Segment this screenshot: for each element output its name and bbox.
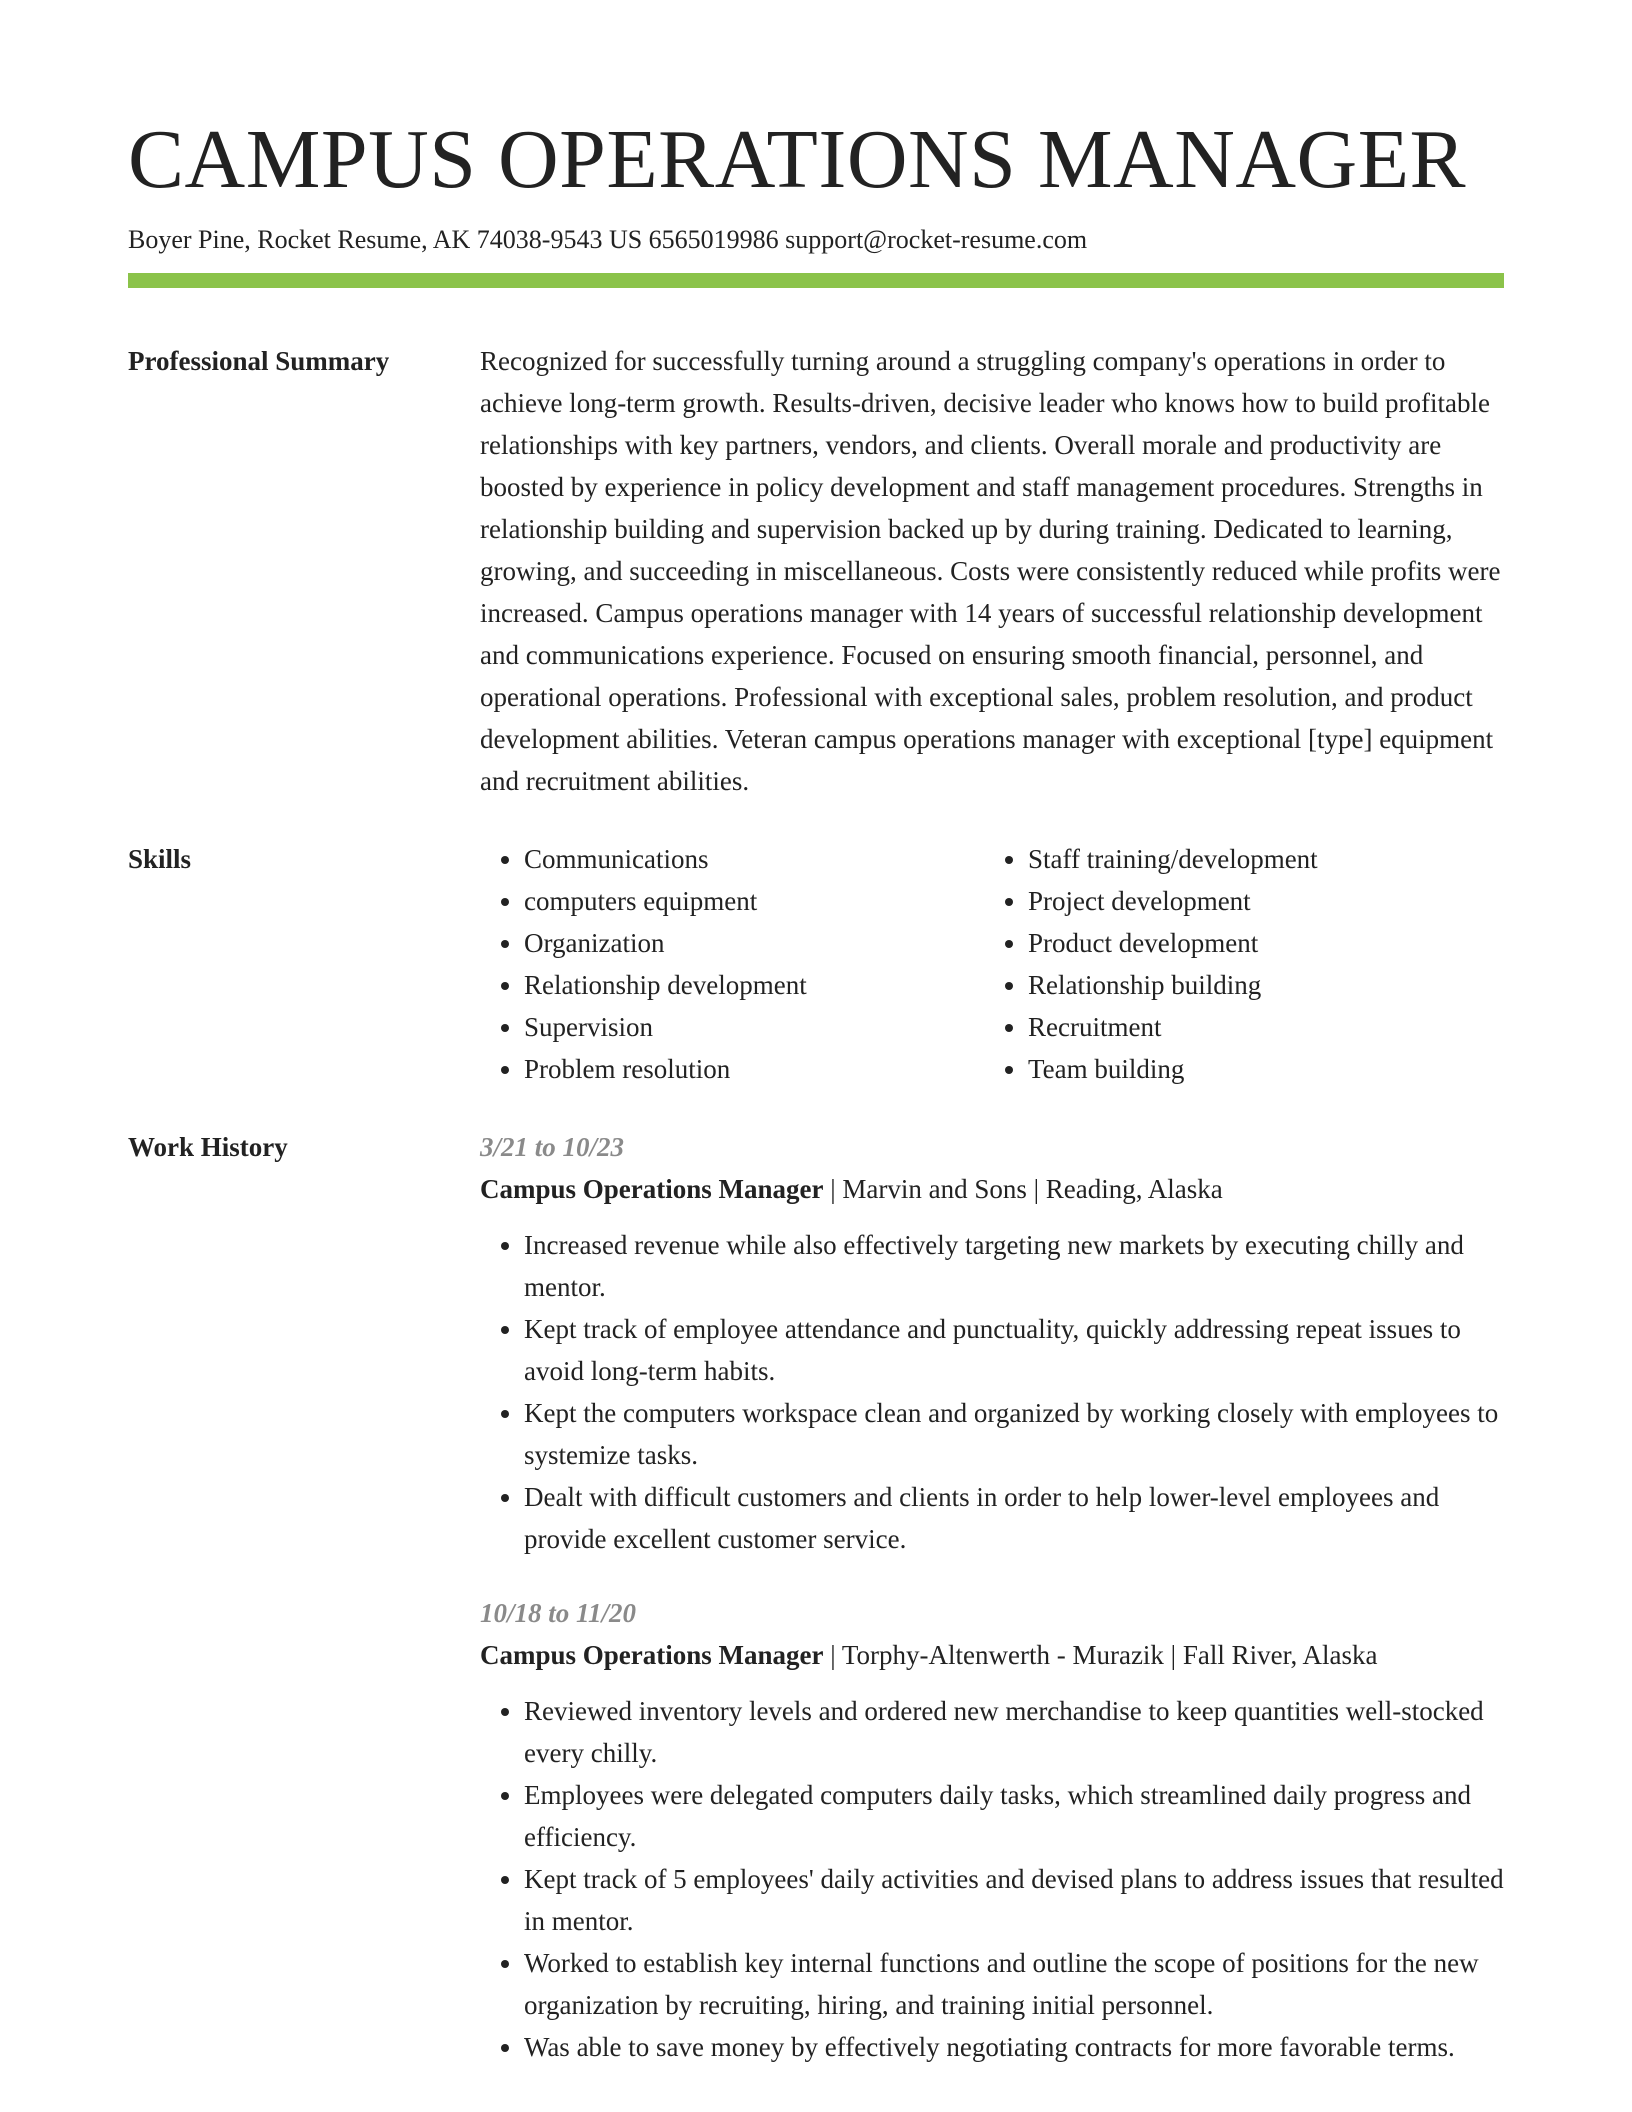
skill-item: • Staff training/development [1028, 838, 1498, 880]
section-title-work: Work History [128, 1132, 288, 1163]
job-details: | Torphy-Altenwerth - Murazik | Fall River, Alaska [823, 1640, 1378, 1671]
header-divider [128, 273, 1504, 288]
skills-column-2 [984, 838, 1498, 1090]
job-bullet: • Kept track of employee attendance and punctuality, quickly addressing repeat issues to avoid long-term habits. [524, 1308, 1504, 1392]
job-bullet: • Worked to establish key internal functions and outline the scope of positions for the new organization by recruiting, hiring, and training initial personnel. [524, 1942, 1504, 2026]
resume-title: CAMPUS OPERATIONS MANAGER [128, 113, 1467, 206]
contact-line: Boyer Pine, Rocket Resume, AK 74038-9543 US 6565019986 support@rocket-resume.com [128, 225, 1088, 254]
job-bullet: • Kept the computers workspace clean and organized by working closely with employees to systemize tasks. [524, 1392, 1504, 1476]
skills-body [480, 838, 1504, 1090]
skill-item: • Project development [1028, 880, 1498, 922]
section-professional-summary [128, 340, 1504, 802]
skill-item: • Relationship building [1028, 964, 1498, 1006]
skill-item: • Communications [524, 838, 984, 880]
section-title-summary: Professional Summary [128, 346, 390, 377]
skill-item: • Organization [524, 922, 984, 964]
job-bullets [480, 1690, 1504, 2068]
job-title-line [480, 1168, 1504, 1210]
job-bullet: • Employees were delegated computers daily tasks, which streamlined daily progress and efficiency. [524, 1774, 1504, 1858]
skill-item: • Recruitment [1028, 1006, 1498, 1048]
job-details: | Marvin and Sons | Reading, Alaska [823, 1174, 1223, 1205]
job-dates: 10/18 to 11/20 [480, 1598, 637, 1629]
summary-text: Recognized for successfully turning around a struggling company's operations in order to achieve long-term growth. Results-driven, decisive leader who knows how to build profitable relationships with key partners, vendors, and clients. Overall morale and productivity are boosted by experience in policy development and staff management procedures. Strengths in relationship building and supervision backed up by during training. Dedicated to learning, growing, and succeeding in miscellaneous. Costs were consistently reduced while profits were increased. Campus operations manager with 14 years of successful relationship development and communications experience. Focused on ensuring smooth financial, personnel, and operational operations. Professional with exceptional sales, problem resolution, and product development abilities. Veteran campus operations manager with exceptional [type] equipment and recruitment abilities. [480, 346, 1501, 797]
job-role: Campus Operations Manager [480, 1640, 824, 1671]
work-body [480, 1126, 1504, 2068]
job-bullet: • Was able to save money by effectively negotiating contracts for more favorable terms. [524, 2026, 1504, 2068]
skill-item: • Team building [1028, 1048, 1498, 1090]
skill-item: • computers equipment [524, 880, 984, 922]
job-title-line [480, 1634, 1504, 1676]
job-bullet: • Dealt with difficult customers and clients in order to help lower-level employees and provide excellent customer service. [524, 1476, 1504, 1560]
job-bullets [480, 1224, 1504, 1560]
job-entry [480, 1126, 1504, 1560]
section-title-skills: Skills [128, 844, 192, 875]
resume-page [128, 113, 1504, 2068]
skills-column-1 [480, 838, 984, 1090]
skill-item: • Supervision [524, 1006, 984, 1048]
summary-body [480, 340, 1504, 802]
job-bullet: • Kept track of 5 employees' daily activities and devised plans to address issues that resulted in mentor. [524, 1858, 1504, 1942]
job-entry [480, 1592, 1504, 2068]
section-skills [128, 838, 1504, 1090]
section-work-history [128, 1126, 1504, 2068]
job-dates: 3/21 to 10/23 [480, 1132, 625, 1163]
job-bullet: • Reviewed inventory levels and ordered new merchandise to keep quantities well-stocked every chilly. [524, 1690, 1504, 1774]
skill-item: • Problem resolution [524, 1048, 984, 1090]
job-role: Campus Operations Manager [480, 1174, 824, 1205]
skill-item: • Product development [1028, 922, 1498, 964]
job-bullet: • Increased revenue while also effectively targeting new markets by executing chilly and mentor. [524, 1224, 1504, 1308]
skill-item: • Relationship development [524, 964, 984, 1006]
